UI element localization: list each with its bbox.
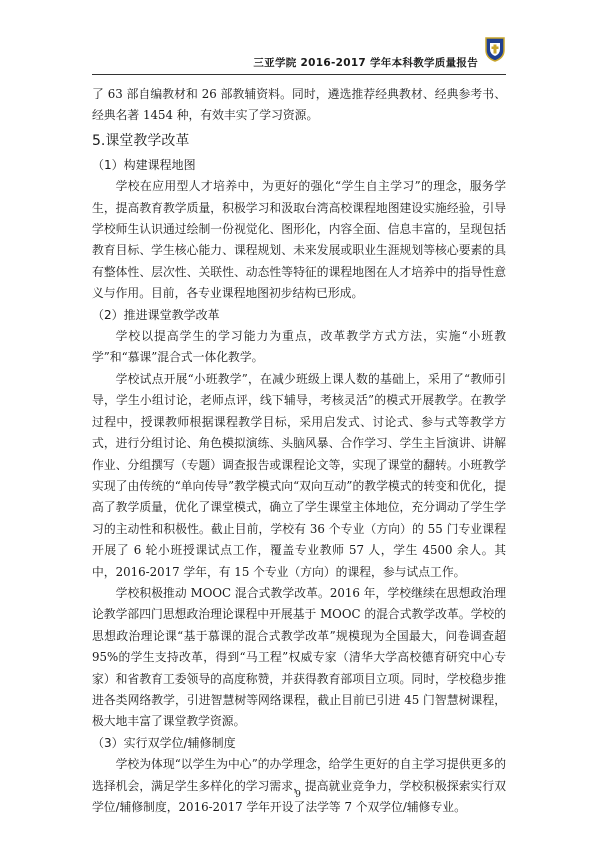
paragraph-mooc: 学校积极推动 MOOC 混合式教学改革。2016 年，学校继续在思想政治理论教学部四门思想政治理论课程中开展基于 MOOC 的混合式教学改革。学校的思想政治理论课“基于慕课的混合式教学改革”规模现为全国最大，问卷调查超 95%的学生支持改革，得到“马工程”权威专家（清华大学高校德育研究中心专家）和省教育工委领导的高度称赞，并获得教育部项目立项。同时，学校稳步推进各类网络教学，引进智慧树等网络课程，截止目前已引进 45 门智慧树课程，极大地丰富了课堂教学资源。	[92, 585, 506, 729]
paragraph-reform-intro: 学校以提高学生的学习能力为重点，改革教学方式方法，实施“小班教学”和“慕课”混合式一体化教学。	[92, 329, 506, 365]
subsection-heading-classroom-reform: （2）推进课堂教学改革	[92, 307, 220, 322]
paragraph-small-class: 学校试点开展“小班教学”，在减少班级上课人数的基础上，采用了“教师引导，学生小组讨论，老师点评，线下辅导，考核灵活”的模式开展教学。在教学过程中，授课教师根据课程教学目标，采用启发式、讨论式、参与式等教学方式，进行分组讨论、角色模拟演练、头脑风暴、合作学习、学生主旨演讲、讲解作业、分组撰写（专题）调查报告或课程论文等，实现了课堂的翻转。小班教学实现了由传统的“单向传导”教学模式向“双向互动”的教学模式的转变和优化，提高了教学质量，优化了课堂模式，确立了学生课堂主体地位，充分调动了学生学习的主动性和积极性。截止目前，学校有 36 个专业（方向）的 55 门专业课程开展了 6 轮小班授课试点工作，覆盖专业教师 57 人，学生 4500 余人。其中，2016-2017 学年，有 15 个专业（方向）的课程，参与试点工作。	[92, 371, 506, 579]
paragraph-double-degree: 学校为体现“以学生为中心”的办学理念，给学生更好的自主学习提供更多的选择机会，满足学生多样化的学习需求，提高就业竞争力，学校积极探索实行双学位/辅修制度，2016-2017 学年开设了法学等 7 个双学位/辅修专业。	[92, 757, 506, 814]
subsection-heading-curriculum-map: （1）构建课程地图	[92, 157, 196, 172]
paragraph-curriculum-map: 学校在应用型人才培养中，为更好的强化“学生自主学习”的理念，服务学生，提高教育教学质量，积极学习和汲取台湾高校课程地图建设实施经验，引导学校师生认识通过绘制一份视觉化、图形化，内容全面、信息丰富的，呈现包括教育目标、学生核心能力、课程规划、未来发展或职业生涯规划等核心要素的具有整体性、层次性、关联性、动态性等特征的课程地图在人才培养中的指导性意义与作用。目前，各专业课程地图初步结构已形成。	[92, 179, 506, 301]
subsection-heading-double-degree: （3）实行双学位/辅修制度	[92, 735, 236, 750]
paragraph-continued: 了 63 部自编教材和 26 部教辅资料。同时，遴选推荐经典教材、经典参考书、经典名著 1454 种，有效丰实了学习资源。	[92, 87, 506, 123]
section-heading: 5.课堂教学改革	[92, 132, 190, 149]
header-title: 三亚学院 2016-2017 学年本科教学质量报告	[253, 57, 478, 69]
page-number: 9	[295, 790, 301, 800]
page-header	[92, 30, 506, 75]
university-crest-icon	[484, 36, 506, 62]
page-content	[92, 84, 506, 818]
